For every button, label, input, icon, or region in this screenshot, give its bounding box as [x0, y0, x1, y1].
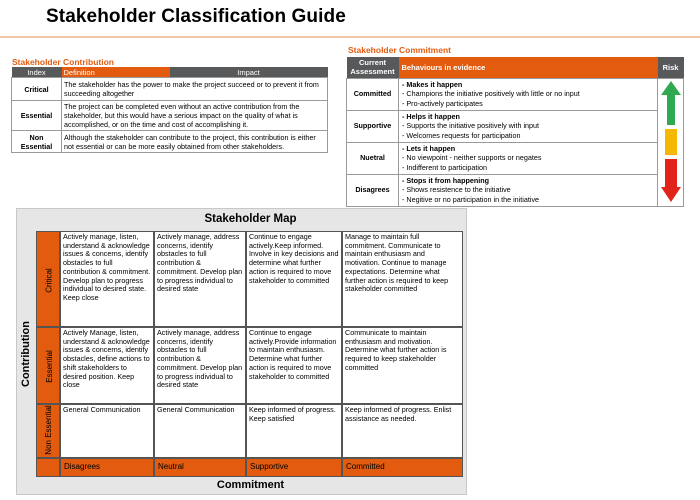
behaviour-line: - Champions the initiative positively with little or no input: [402, 89, 580, 99]
map-title: Stakeholder Map: [204, 213, 297, 225]
risk-arrow-icon: [659, 79, 683, 205]
low-risk-arrow: [661, 81, 681, 125]
map-cell-nonessential-supportive: Keep informed of progress. Keep satisfied: [246, 404, 342, 458]
definition-cell: The project can be completed even without an active contribution from the stakeholder, but this would have a serious impact on the quality of what is accomplished, or on the time and cost of accomplishing it.: [62, 101, 328, 131]
behaviour-line: - Pro-actively participates: [402, 98, 483, 108]
commitment-table-label: Stakeholder Commitment: [348, 45, 451, 55]
risk-indicator-cell: [658, 78, 684, 206]
table-row: [347, 174, 684, 206]
map-cell-critical-committed: Manage to maintain full commitment. Communicate to maintain enthusiasm and motivation. Continue to manage expectations. Determine what further action is required to keep stakeholder committed: [342, 231, 463, 327]
impact-header: Impact: [170, 67, 328, 78]
index-cell: Essential: [12, 101, 62, 131]
map-cell-essential-neutral: Actively manage, address concerns, identify obstacles to full contribution & commitment. Develop plan to progress individual to desired state: [154, 327, 246, 404]
contribution-axis-label-wrap: [15, 300, 37, 410]
definition-cell: The stakeholder has the power to make the project succeed or to prevent it from succeeding altogether: [62, 78, 328, 101]
medium-risk-bar: [665, 129, 677, 155]
map-cell-critical-neutral: Actively manage, address concerns, identify obstacles to full contribution & commitment. Develop plan to progress individual to desired state: [154, 231, 246, 327]
row-header-label: Essential: [45, 350, 54, 383]
level-cell: Committed: [347, 78, 399, 110]
level-cell: Supportive: [347, 110, 399, 142]
behaviour-line: - Shows resistence to the initiative: [402, 185, 511, 195]
definition-header: Definition: [62, 67, 170, 78]
table-row: [347, 142, 684, 174]
map-cell-critical-supportive: Continue to engage actively.Keep informed. Involve in key decisions and determine what further action is required to move stakeholder to committed: [246, 231, 342, 327]
risk-header: Risk: [658, 57, 684, 78]
contribution-axis-label: Contribution: [20, 321, 32, 387]
behaviour-heading: - Stops it from happening: [402, 176, 490, 186]
row-header-label: Non Essential: [44, 405, 53, 455]
contribution-table-label: Stakeholder Contribution: [12, 57, 114, 67]
behaviour-line: - Negitive or no participation in the initiative: [402, 194, 540, 204]
map-cell-essential-committed: Communicate to maintain enthusiasm and motivation. Determine what further action is required to keep stakeholder committed: [342, 327, 463, 404]
contribution-table: [11, 67, 328, 153]
index-cell: Critical: [12, 78, 62, 101]
behaviour-cell: [399, 110, 658, 142]
level-cell: Disagrees: [347, 174, 399, 206]
behaviours-header: Behaviours in evidence: [399, 57, 658, 78]
behaviour-heading: - Lets it happen: [402, 144, 456, 154]
col-header-committed: Committed: [342, 458, 463, 477]
index-cell: Non Essential: [12, 131, 62, 153]
behaviour-cell: [399, 174, 658, 206]
title-divider: [0, 36, 700, 38]
behaviour-line: - Welcomes requests for participation: [402, 130, 521, 140]
col-header-neutral: Neutral: [154, 458, 246, 477]
map-cell-essential-disagrees: Actively Manage, listen, understand & acknowledge issues & concerns, identify obstacles, define actions to shift stakeholders to desired position. Keep close: [60, 327, 154, 404]
behaviour-heading: - Helps it happen: [402, 112, 460, 122]
definition-cell: Although the stakeholder can contribute to the project, this contribution is either not essential or can be more easily obtained from other stakeholders.: [62, 131, 328, 153]
table-row: [347, 78, 684, 110]
current-assessment-header: Current Assessment: [347, 57, 399, 78]
row-header-non-essential: [36, 404, 60, 458]
corner-cell: [36, 458, 60, 477]
page-title: Stakeholder Classification Guide: [46, 6, 346, 27]
table-row: [12, 101, 328, 131]
table-row: [12, 78, 328, 101]
row-header-essential: [36, 327, 60, 404]
commitment-table: [346, 57, 684, 207]
map-cell-nonessential-neutral: General Communication: [154, 404, 246, 458]
index-header: Index: [12, 67, 62, 78]
behaviour-cell: [399, 78, 658, 110]
behaviour-cell: [399, 142, 658, 174]
map-cell-critical-disagrees: Actively manage, listen, understand & acknowledge issues & concerns, identify obstacles to full contribution & commitment. Develop plan to progress individual to desired state. Keep close: [60, 231, 154, 327]
behaviour-line: - Indifferent to participation: [402, 162, 487, 172]
commitment-axis-label: Commitment: [216, 479, 285, 491]
behaviour-line: - Supports the initiative positively with input: [402, 121, 540, 131]
behaviour-heading: - Makes it happen: [402, 80, 463, 90]
row-header-critical: [36, 231, 60, 327]
behaviour-line: - No viewpoint - neither supports or negates: [402, 153, 542, 163]
col-header-disagrees: Disagrees: [60, 458, 154, 477]
level-cell: Nuetral: [347, 142, 399, 174]
table-row: [12, 131, 328, 153]
high-risk-arrow: [661, 159, 681, 202]
row-header-label: Critical: [44, 268, 54, 293]
map-cell-nonessential-committed: Keep informed of progress. Enlist assistance as needed.: [342, 404, 463, 458]
map-cell-essential-supportive: Continue to engage actively.Provide information to maintain enthusiasm. Determine what further action is required to move stakeholder to committed: [246, 327, 342, 404]
map-cell-nonessential-disagrees: General Communication: [60, 404, 154, 458]
table-row: [347, 110, 684, 142]
col-header-supportive: Supportive: [246, 458, 342, 477]
